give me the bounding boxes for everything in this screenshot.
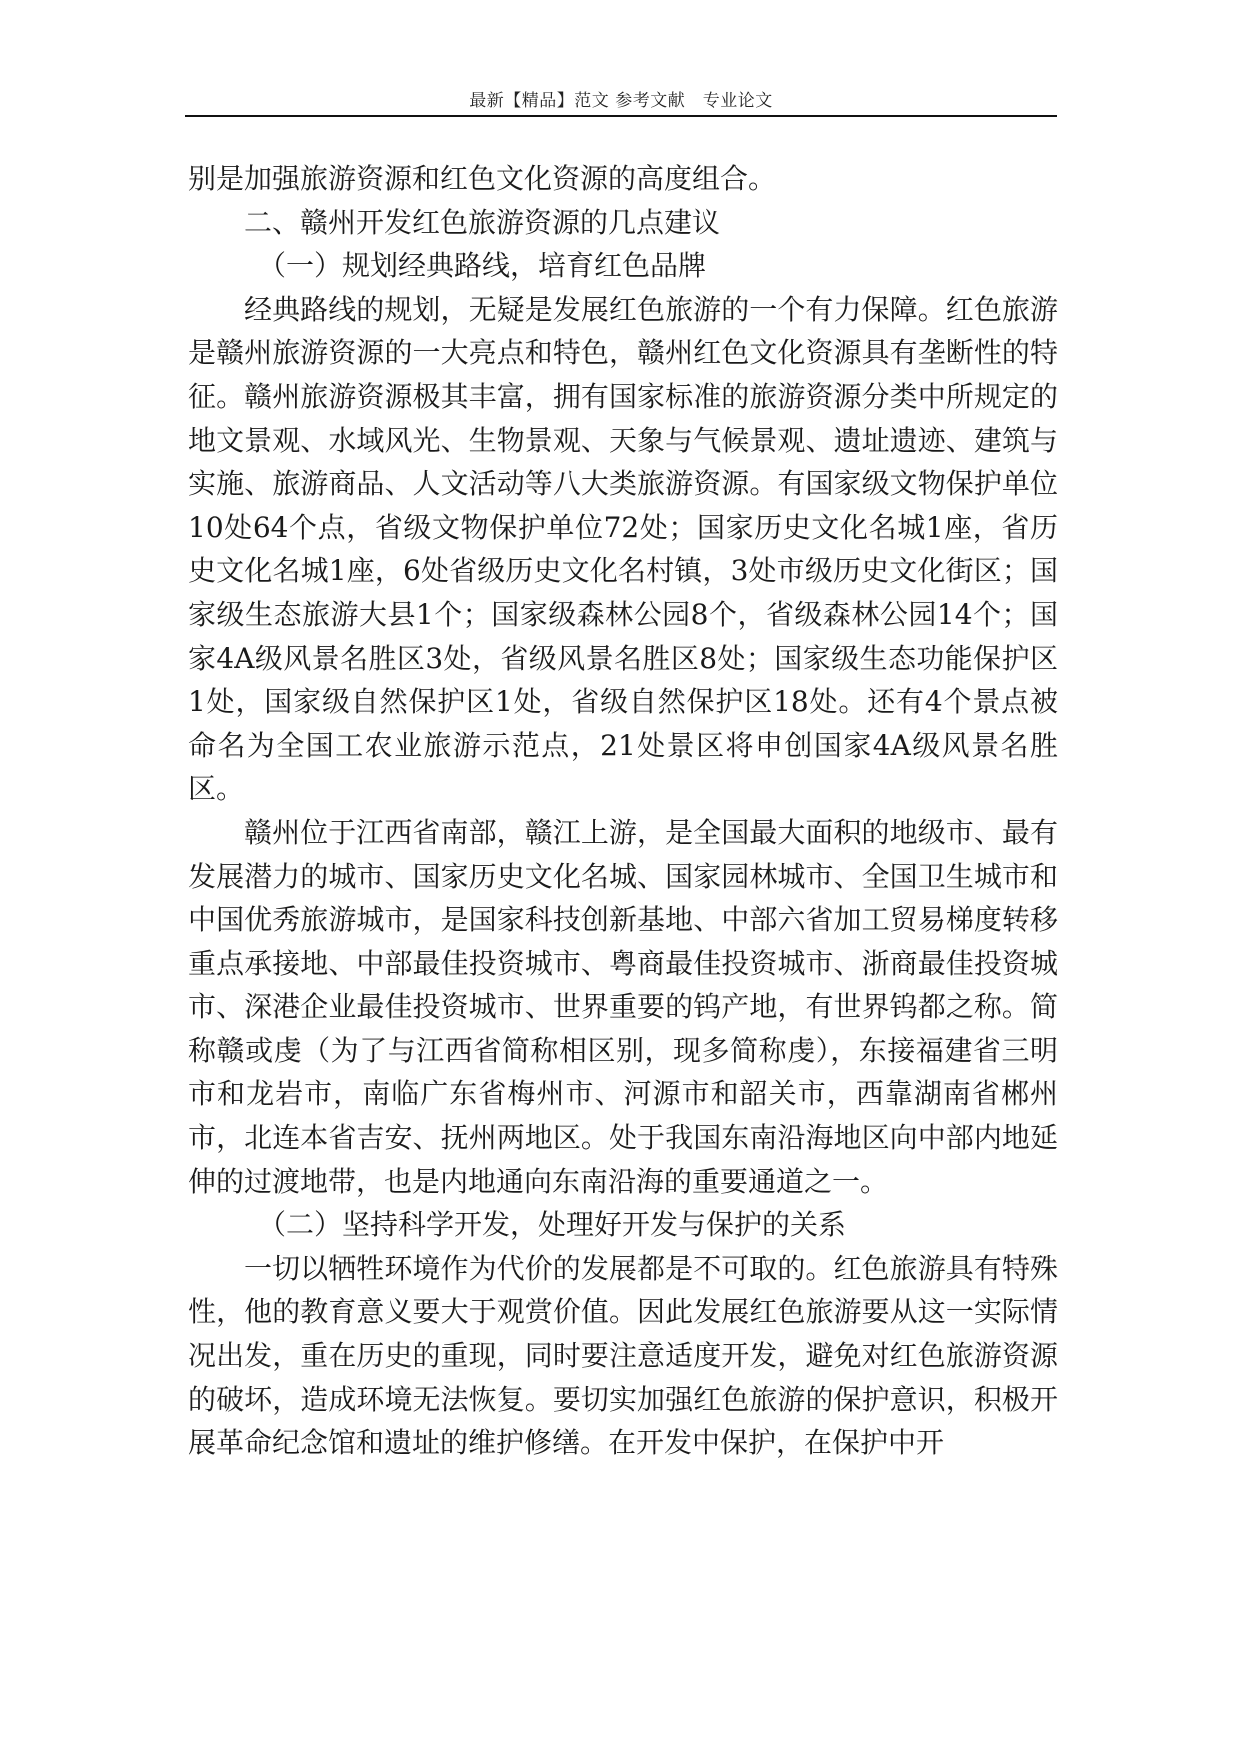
header-divider xyxy=(185,115,1057,117)
subsection-heading-1: （一）规划经典路线，培育红色品牌 xyxy=(258,249,707,283)
document-body xyxy=(188,157,1058,1465)
paragraph-ganzhou-location: 赣州位于江西省南部，赣江上游，是全国最大面积的地级市、最有发展潜力的城市、国家历史文化名城、国家园林城市、全国卫生城市和中国优秀旅游城市，是国家科技创新基地、中部六省加工贸易梯度转移重点承接地、中部最佳投资城市、粤商最佳投资城市、浙商最佳投资城市、深港企业最佳投资城市、世界重要的钨产地，有世界钨都之称。简称赣或虔（为了与江西省简称相区别，现多简称虔），东接福建省三明市和龙岩市，南临广东省梅州市、河源市和韶关市，西靠湖南省郴州市，北连本省吉安、抚州两地区。处于我国东南沿海地区向中部内地延伸的过渡地带，也是内地通向东南沿海的重要通道之一。 xyxy=(188,815,1058,1198)
page-header: 最新【精品】范文 参考文献 专业论文 xyxy=(469,91,773,111)
paragraph-continuation: 别是加强旅游资源和红色文化资源的高度组合。 xyxy=(188,162,777,195)
section-heading: 二、赣州开发红色旅游资源的几点建议 xyxy=(244,205,721,239)
subsection-heading-2: （二）坚持科学开发，处理好开发与保护的关系 xyxy=(258,1208,847,1242)
paragraph-classic-routes: 经典路线的规划，无疑是发展红色旅游的一个有力保障。红色旅游是赣州旅游资源的一大亮点和特色，赣州红色文化资源具有垄断性的特征。赣州旅游资源极其丰富，拥有国家标准的旅游资源分类中所规定的地文景观、水域风光、生物景观、天象与气候景观、遗址遗迹、建筑与实施、旅游商品、人文活动等八大类旅游资源。有国家级文物保护单位10处64个点，省级文物保护单位72处；国家历史文化名城1座，省历史文化名城1座，6处省级历史文化名村镇，3处市级历史文化街区；国家级生态旅游大县1个；国家级森林公园8个，省级森林公园14个；国家4A级风景名胜区3处，省级风景名胜区8处；国家级生态功能保护区1处，国家级自然保护区1处，省级自然保护区18处。还有4个景点被命名为全国工农业旅游示范点，21处景区将申创国家4A级风景名胜区。 xyxy=(188,292,1058,806)
paragraph-scientific-development: 一切以牺牲环境作为代价的发展都是不可取的。红色旅游具有特殊性，他的教育意义要大于观赏价值。因此发展红色旅游要从这一实际情况出发，重在历史的重现，同时要注意适度开发，避免对红色旅游资源的破坏，造成环境无法恢复。要切实加强红色旅游的保护意识，积极开展革命纪念馆和遗址的维护修缮。在开发中保护，在保护中开 xyxy=(188,1251,1058,1460)
